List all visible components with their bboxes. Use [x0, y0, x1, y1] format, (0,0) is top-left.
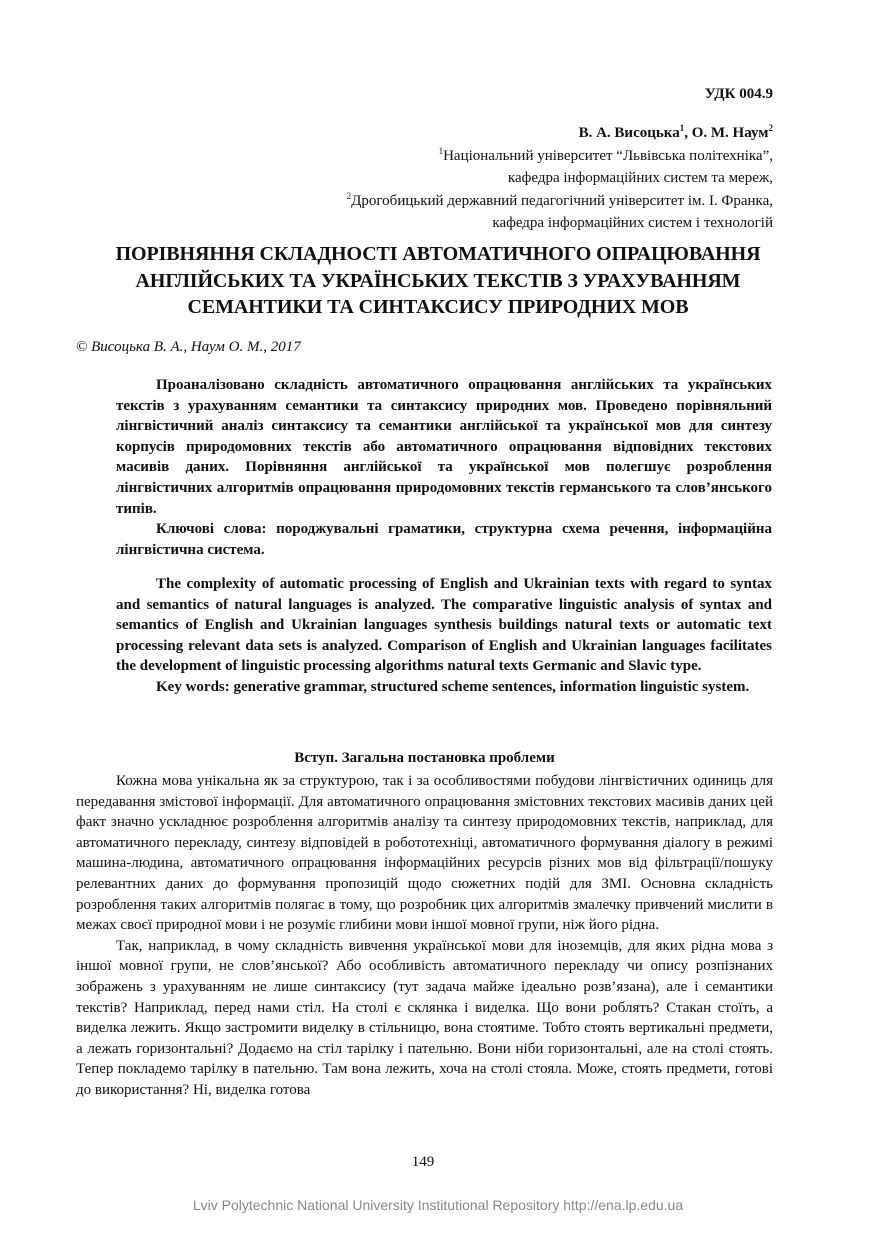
- keywords: Ключові слова: породжувальні граматики, структурна схема речення, інформаційна лінгвістична система.: [116, 521, 772, 558]
- abstract-text: The complexity of automatic processing of English and Ukrainian texts with regard to syntax and semantics of natural languages is analyzed. The comparative linguistic analysis of syntax and semantics of English and Ukrainian languages synthesis buildings natural texts or automatic text processing relevant data sets is analyzed. Comparison of English and Ukrainian languages facilitates the development of linguistic processing algorithms natural texts Germanic and Slavic type.: [116, 576, 772, 675]
- author-names: В. А. Висоцька$^1$, О. М. Наум$^2$: [578, 123, 773, 141]
- authors-block: [347, 122, 773, 235]
- author-2: О. М. Наум: [691, 125, 769, 141]
- paragraph: Так, наприклад, в чому складність вивчення української мови для іноземців, для яких рідна мова з іншої мовної групи, не слов’янської? Або особливість автоматичного перекладу чи опису розпізнаних зображень з урахуванням не лише синтаксису (тут задача майже ідеально розв’язана), але і семантики текстів? Наприклад, перед нами стіл. На столі є склянка і виделка. Що вони роблять? Стакан стоїть, а виделка лежить. Якщо застромити виделку в стільницю, вона стоятиме. Тобто стоять вертикальні предмети, а лежать горизонтальні? Додаємо на стіл тарілку і пательню. Вони ніби горизонтальні, але на столі стоять. Тепер покладемо тарілку в пательню. Там вона лежить, хоча на столі стояла. Може, стоять предмети, готові до використання? Ні, виделка готова: [76, 937, 773, 1098]
- affiliation-2: $^2$Дрогобицький державний педагогічний університет ім. І. Франка,: [346, 190, 773, 209]
- udk-code: УДК 004.9: [704, 86, 773, 102]
- abstract-english: [116, 574, 772, 698]
- body-text: [76, 771, 773, 1101]
- repository-footer: Lviv Polytechnic National University Institutional Repository http://ena.lp.edu.ua: [192, 1197, 684, 1213]
- copyright: © Висоцька В. А., Наум О. М., 2017: [76, 339, 301, 355]
- abstract-ukrainian: [116, 375, 772, 560]
- section-heading: Вступ. Загальна постановка проблеми: [294, 750, 555, 766]
- author-1: В. А. Висоцька: [578, 125, 680, 141]
- affiliation-1: $^1$Національний університет “Львівська політехніка”,: [438, 145, 773, 164]
- affiliation-1-dept: кафедра інформаційних систем та мереж,: [507, 170, 773, 186]
- page-number: 149: [411, 1154, 435, 1170]
- keywords: Key words: generative grammar, structured scheme sentences, information linguistic system.: [156, 678, 750, 695]
- paper-title: ПОРІВНЯННЯ СКЛАДНОСТІ АВТОМАТИЧНОГО ОПРАЦЮВАННЯ АНГЛІЙСЬКИХ ТА УКРАЇНСЬКИХ ТЕКСТІВ З УРАХУВАННЯМ СЕМАНТИКИ ТА СИНТАКСИСУ ПРИРОДНИХ МОВ: [115, 243, 761, 318]
- affiliation-2-dept: кафедра інформаційних систем і технологій: [492, 215, 773, 231]
- paragraph: Кожна мова унікальна як за структурою, так і за особливостями побудови лінгвістичних одиниць для передавання змістової інформації. Для автоматичного опрацювання змістовних текстових масивів даних цей факт значно ускладнює розроблення алгоритмів аналізу та синтезу природомовних текстів, наприклад, для автоматичного перекладу, синтезу відповідей в робототехніці, автоматичного формування діалогу в режимі машина-людина, автоматичного опрацювання інформаційних ресурсів різних мов від фільтрації/пошуку релевантних даних до формування пропозицій щодо сюжетних подій для ЗМІ. Основна складність розроблення таких алгоритмів полягає в тому, що розробник цих алгоритмів змалечку привчений мислити в межах своєї природної мови і не розуміє глибини мови іншої мовної групи, ніж його рідна.: [76, 773, 773, 934]
- abstract-text: Проаналізовано складність автоматичного опрацювання англійських та українських текстів з урахуванням семантики та синтаксису природних мов. Проведено порівняльний лінгвістичний аналіз синтаксису та семантики англійської та української мов для синтезу корпусів природомовних текстів або автоматичного опрацювання відповідних текстових масивів даних. Порівняння англійської та української мов полегшує розроблення лінгвістичних алгоритмів опрацювання природомовних текстів германського та слов’янського типів.: [116, 377, 772, 517]
